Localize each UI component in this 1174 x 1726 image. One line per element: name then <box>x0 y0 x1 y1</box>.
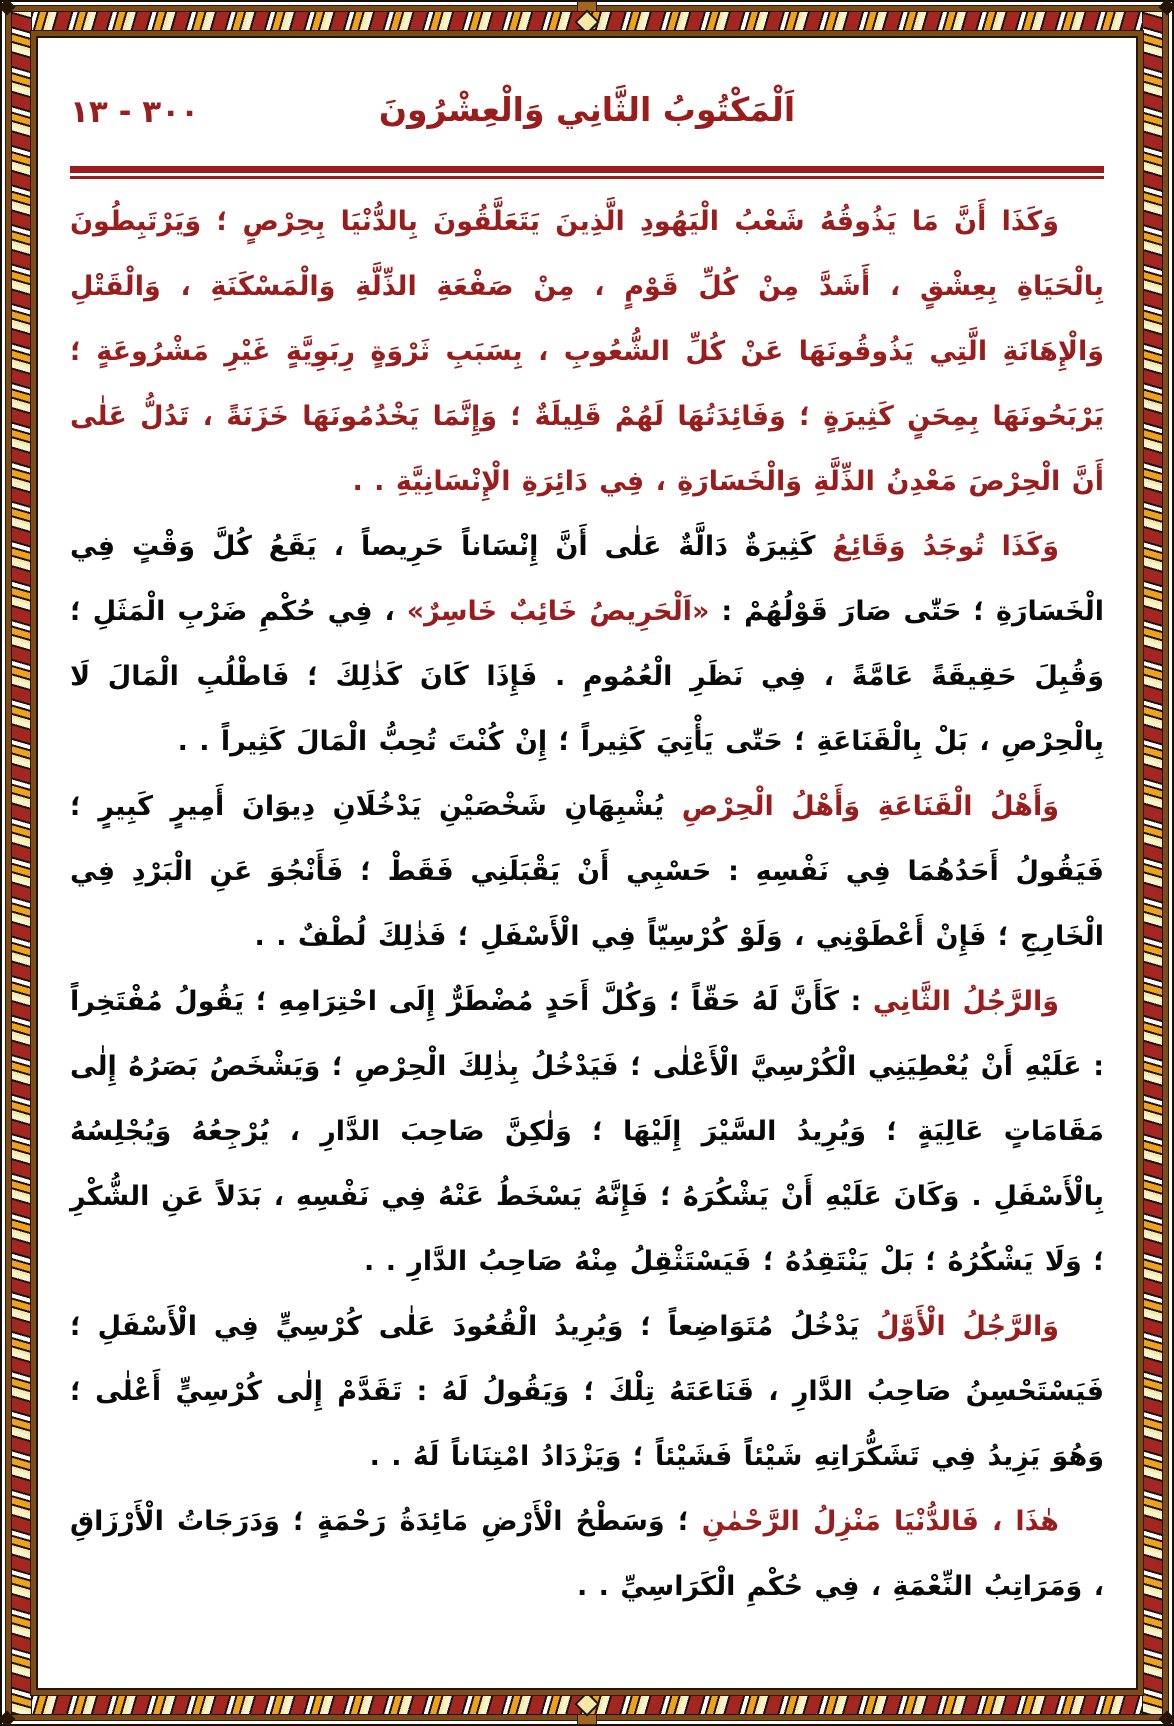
paragraph-text: كَثِيرَةٌ دَالَّةٌ عَلٰى أَنَّ إِنْسَاناً حَرِيصاً ، يَقَعُ كُلَّ وَقْتٍ فِي الْخَسَارَةِ ؛ حَتّٰى صَارَ قَوْلُهُمْ : <box>70 531 1104 627</box>
chain-border-left <box>11 11 32 1715</box>
paragraph-highlight-text: وَكَذَا تُوجَدُ وَقَائِعُ <box>815 531 1059 562</box>
paragraph <box>70 1489 1104 1619</box>
paragraph-text: يَدْخُلُ مُتَوَاضِعاً ؛ وَيُرِيدُ الْقُعُودَ عَلٰى كُرْسِيٍّ فِي الْأَسْفَلِ ؛ فَيَسْتَحْسِنُ صَاحِبُ الدَّارِ ، قَنَاعَتَهُ تِلْكَ ؛ وَيَقُولُ لَهُ : تَقَدَّمْ إِلٰى كُرْسِيٍّ أَعْلٰى ؛ وَهُوَ يَزِيدُ فِي تَشَكُّرَاتِهِ شَيْئاً فَشَيْئاً ؛ وَيَزْدَادُ امْتِنَاناً لَهُ . . <box>70 1311 1104 1472</box>
paragraph <box>70 189 1104 514</box>
paragraph-text: ، فِي حُكْمِ ضَرْبِ الْمَثَلِ ؛ وَقُبِلَ حَقِيقَةً عَامَّةً ، فِي نَظَرِ الْعُمُومِ . فَإِذَا كَانَ كَذٰلِكَ ؛ فَاطْلُبِ الْمَالَ لَا بِالْحِرْصِ ، بَلْ بِالْقَنَاعَةِ ؛ حَتّٰى يَأْتِيَ كَثِيراً ؛ إِنْ كُنْتَ تُحِبُّ الْمَالَ كَثِيراً . . <box>70 596 1104 757</box>
paragraph-highlight-text: هٰذَا ، فَالدُّنْيَا مَنْزِلُ الرَّحْمٰنِ <box>688 1506 1059 1537</box>
paragraph <box>70 774 1104 969</box>
paragraph-highlight-text: وَالرَّجُلُ الْأَوَّلُ <box>859 1311 1059 1342</box>
paragraph-text: يُشْبِهَانِ شَخْصَيْنِ يَدْخُلَانِ دِيوَانَ أَمِيرٍ كَبِيرٍ ؛ فَيَقُولُ أَحَدُهُمَا فِي نَفْسِهِ : حَسْبِي أَنْ يَقْبَلَنِي فَقَطْ ؛ فَأَنْجُوَ عَنِ الْبَرْدِ فِي الْخَارِجِ ؛ فَإِنْ أَعْطَوْنِي ، وَلَوْ كُرْسِيّاً فِي الْأَسْفَلِ ؛ فَذٰلِكَ لُطْفٌ . . <box>70 791 1104 952</box>
page-content <box>40 40 1134 1686</box>
paragraph-highlight-text: وَأَهْلُ الْقَنَاعَةِ وَأَهْلُ الْحِرْصِ <box>664 791 1059 822</box>
header-divider <box>70 166 1104 179</box>
chain-border-right <box>1142 11 1163 1715</box>
paragraph <box>70 514 1104 774</box>
paragraph-highlight-text: وَكَذَا أَنَّ مَا يَذُوقُهُ شَعْبُ الْيَهُودِ الَّذِينَ يَتَعَلَّقُونَ بِالدُّنْيَا بِحِرْصٍ ؛ وَيَرْتَبِطُونَ بِالْحَيَاةِ بِعِشْقٍ ، أَشَدَّ مِنْ كُلِّ قَوْمٍ ، مِنْ صَفْعَةِ الذِّلَّةِ وَالْمَسْكَنَةِ ، وَالْقَتْلِ وَالْإِهَانَةِ الَّتِي يَذُوقُونَهَا عَنْ كُلِّ الشُّعُوبِ ، بِسَبَبِ ثَرْوَةٍ رِبَوِيَّةٍ غَيْرِ مَشْرُوعَةٍ ؛ يَرْبَحُونَهَا بِمِحَنٍ كَثِيرَةٍ ؛ وَفَائِدَتُهَا لَهُمْ قَلِيلَةٌ ؛ وَإِنَّمَا يَخْدُمُونَهَا خَزَنَةً ، تَدُلُّ عَلٰى أَنَّ الْحِرْصَ مَعْدِنُ الذِّلَّةِ وَالْخَسَارَةِ ، فِي دَائِرَةِ الْإِنْسَانِيَّةِ . . <box>70 206 1104 497</box>
page-header <box>70 80 1104 152</box>
paragraph-text: ؛ وَسَطْحُ الْأَرْضِ مَائِدَةُ رَحْمَةٍ ؛ وَدَرَجَاتُ الْأَرْزَاقِ ، وَمَرَاتِبُ النِّعْمَةِ ، فِي حُكْمِ الْكَرَاسِيِّ . . <box>70 1506 1104 1602</box>
paragraph-text: : كَأَنَّ لَهُ حَقّاً ؛ وَكُلَّ أَحَدٍ مُضْطَرٌّ إِلَى احْتِرَامِهِ ؛ يَقُولُ مُفْتَخِراً : عَلَيْهِ أَنْ يُعْطِيَنِي الْكُرْسِيَّ الْأَعْلٰى ؛ فَيَدْخُلُ بِذٰلِكَ الْحِرْصِ ؛ وَيَشْخَصُ بَصَرُهُ إِلٰى مَقَامَاتٍ عَالِيَةٍ ؛ وَيُرِيدُ السَّيْرَ إِلَيْهَا ؛ وَلٰكِنَّ صَاحِبَ الدَّارِ ، يُرْجِعُهُ وَيُجْلِسُهُ بِالْأَسْفَلِ . وَكَانَ عَلَيْهِ أَنْ يَشْكُرَهُ ؛ فَإِنَّهُ يَسْخَطُ عَنْهُ فِي نَفْسِهِ ، بَدَلاً عَنِ الشُّكْرِ ؛ وَلَا يَشْكُرُهُ ؛ بَلْ يَنْتَقِدُهُ ؛ فَيَسْتَثْقِلُ مِنْهُ صَاحِبُ الدَّارِ . . <box>70 986 1104 1277</box>
page-body <box>70 189 1104 1619</box>
page-title: اَلْمَكْتُوبُ الثَّانِي وَالْعِشْرُونَ <box>378 90 796 129</box>
paragraph <box>70 969 1104 1294</box>
page-number: ٣٠٠ - ١٣ <box>70 94 200 130</box>
paragraph-highlight-text: «اَلْحَرِيصُ خَائِبٌ خَاسِرٌ» <box>406 596 710 627</box>
paragraph-highlight-text: وَالرَّجُلُ الثَّانِي <box>861 986 1059 1017</box>
paragraph <box>70 1294 1104 1489</box>
